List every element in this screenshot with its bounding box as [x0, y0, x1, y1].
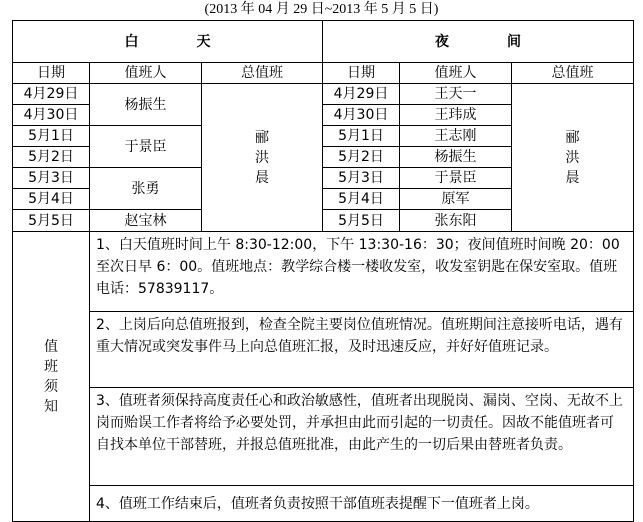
day-col-person: 值班人: [90, 63, 202, 84]
night-date: 5月2日: [323, 147, 400, 168]
duty-note-item: 4、值班工作结束后，值班者负责按照干部值班表提醒下一值班者上岗。: [90, 486, 634, 522]
night-date: 5月3日: [323, 168, 400, 189]
day-date: 5月3日: [13, 168, 90, 189]
day-date: 5月1日: [13, 126, 90, 147]
day-col-supervisor: 总值班: [202, 63, 323, 84]
day-date: 5月5日: [13, 210, 90, 232]
night-col-supervisor: 总值班: [512, 63, 634, 84]
duty-notes-label-char: 须: [44, 378, 58, 395]
duty-note-item: 3、值班者须保持高度责任心和政治敏感性，值班者出现脱岗、漏岗、空岗、无故不上岗而贻误工作者将给予必要处罚，并承担由此而引起的一切责任。因故不能值班者可自找本单位干部替班，并报总值班批准，由此产生的一切后果由替班者负责。: [90, 388, 634, 486]
night-date: 4月30日: [323, 105, 400, 126]
night-col-date: 日期: [323, 63, 400, 84]
day-shift-title: 白 天: [13, 21, 323, 63]
night-supervisor: [512, 84, 634, 232]
day-date: 4月30日: [13, 105, 90, 126]
night-person: 王志刚: [400, 126, 512, 147]
night-date: 4月29日: [323, 84, 400, 105]
day-date: 5月2日: [13, 147, 90, 168]
night-person: 杨振生: [400, 147, 512, 168]
day-person: 赵宝林: [90, 210, 202, 232]
day-supervisor: [202, 84, 323, 232]
day-person: 于景臣: [90, 126, 202, 168]
night-date: 5月1日: [323, 126, 400, 147]
night-date: 5月4日: [323, 189, 400, 210]
duty-note-item: 2、上岗后向总值班报到，检查全院主要岗位值班情况。值班期间注意接听电话，遇有重大情况或突发事件马上向总值班汇报，及时迅速反应，并好好值班记录。: [90, 312, 634, 388]
day-supervisor-char: 洪: [255, 149, 269, 166]
night-person: 张东阳: [400, 210, 512, 232]
day-person: 杨振生: [90, 84, 202, 126]
day-date: 4月29日: [13, 84, 90, 105]
night-person: 于景臣: [400, 168, 512, 189]
night-date: 5月5日: [323, 210, 400, 232]
duty-notes-label-char: 值: [44, 338, 58, 355]
day-supervisor-char: 晨: [255, 169, 269, 186]
date-range-title: (2013 年 04 月 29 日~2013 年 5 月 5 日): [204, 2, 439, 17]
day-supervisor-char: 郦: [255, 129, 269, 146]
night-supervisor-char: 洪: [565, 149, 580, 166]
duty-roster-table: [12, 20, 634, 522]
night-supervisor-char: 晨: [565, 169, 580, 186]
night-shift-title: 夜 间: [323, 21, 634, 63]
night-col-person: 值班人: [400, 63, 512, 84]
night-person: 王天一: [400, 84, 512, 105]
day-col-date: 日期: [13, 63, 90, 84]
duty-note-item: 1、白天值班时间上午 8:30-12:00，下午 13:30-16：30；夜间值班时间晚 20：00 至次日早 6：00。值班地点：教学综合楼一楼收发室，收发室钥匙在保安室取。值班电话：57839117。: [90, 232, 634, 312]
night-supervisor-char: 郦: [565, 129, 580, 146]
day-person: 张勇: [90, 168, 202, 210]
night-person: 原军: [400, 189, 512, 210]
duty-notes-label-char: 知: [44, 398, 58, 415]
night-person: 王玮成: [400, 105, 512, 126]
duty-notes-label: [13, 232, 90, 522]
duty-notes-label-char: 班: [44, 358, 58, 375]
day-date: 5月4日: [13, 189, 90, 210]
